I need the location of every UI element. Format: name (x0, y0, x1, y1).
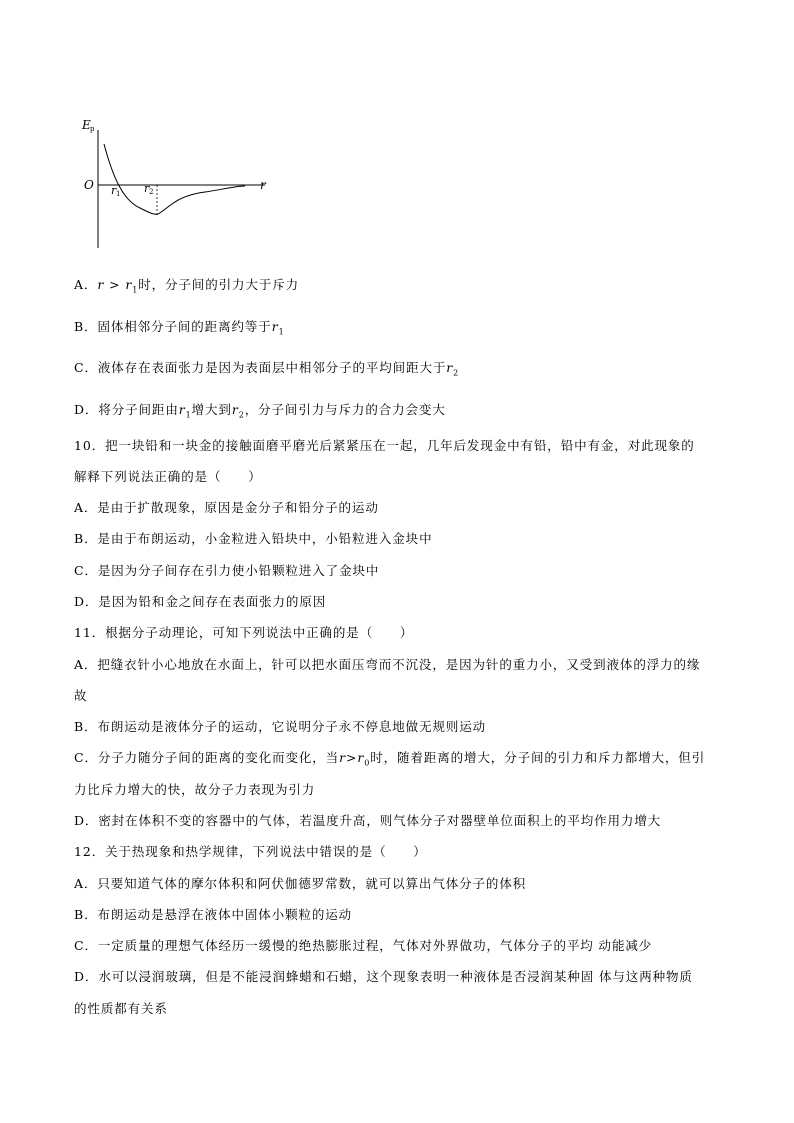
origin-label: O (84, 178, 94, 192)
q11-option-a-line2: 故 (74, 688, 88, 703)
q9-option-d (74, 401, 446, 425)
q11-option-c-line1 (74, 749, 705, 773)
math-expr: r (231, 402, 239, 417)
q9-option-b (74, 318, 285, 342)
q9-option-a (74, 276, 299, 300)
option-prefix: A． (74, 277, 98, 292)
ep-r-graph (80, 112, 280, 252)
option-text: B．固体相邻分子间的距离约等于 (74, 319, 272, 334)
q9-option-c (74, 359, 459, 383)
math-sub: 1 (185, 410, 192, 420)
r1-label: r (111, 184, 117, 197)
potential-energy-figure (80, 112, 280, 252)
math-sub: 1 (132, 285, 139, 295)
option-text: 时，分子间的引力大于斥力 (138, 277, 300, 292)
q10-option-c: C．是因为分子间存在引力使小铅颗粒进入了金块中 (74, 563, 380, 578)
q10-stem-line1: 10．把一块铅和一块金的接触面磨平磨光后紧紧压在一起，几年后发现金中有铅，铅中有金，对此现象的 (74, 438, 695, 453)
q11-option-a-line1: A．把缝衣针小心地放在水面上，针可以把水面压弯而不沉没，是因为针的重力小，又受到液体的浮力的缘 (74, 657, 701, 672)
y-axis-label: E (82, 118, 91, 132)
q12-option-b: B．布朗运动是悬浮在液体中固体小颗粒的运动 (74, 907, 353, 922)
math-expr: r (446, 360, 454, 375)
q12-option-a: A．只要知道气体的摩尔体积和阿伏伽德罗常数，就可以算出气体分子的体积 (74, 876, 527, 891)
math-sub: 2 (238, 410, 245, 420)
q11-option-b: B．布朗运动是液体分子的运动，它说明分子永不停息地做无规则运动 (74, 719, 487, 734)
math-sub: 0 (364, 758, 371, 768)
q11-option-c-line2: 力比斥力增大的快，故分子力表现为引力 (74, 782, 316, 797)
q12-option-c: C．一定质量的理想气体经历一缓慢的绝热膨胀过程，气体对外界做功，气体分子的平均 动能减少 (74, 938, 653, 953)
q12-option-d-line2: 的性质都有关系 (74, 1001, 168, 1016)
math-sub: 1 (278, 327, 285, 337)
option-text: C．液体存在表面张力是因为表面层中相邻分子的平均间距大于 (74, 360, 447, 375)
q11-stem: 11．根据分子动理论，可知下列说法中正确的是（ ） (74, 625, 414, 640)
q12-option-d-line1: D．水可以浸润玻璃，但是不能浸润蜂蜡和石蜡，这个现象表明一种液体是否浸润某种固 体与这两种物质 (74, 969, 693, 984)
q12-stem: 12．关于热现象和热学规律，下列说法中错误的是（ ） (74, 844, 427, 859)
q10-option-a: A．是由于扩散现象，原因是金分子和铅分子的运动 (74, 500, 379, 515)
math-expr: r > r (97, 277, 133, 292)
option-text: 时，随着距离的增大，分子间的引力和斥力都增大，但引 (370, 750, 706, 765)
math-expr: r (178, 402, 186, 417)
math-expr: r (271, 319, 279, 334)
y-axis-sub: p (90, 125, 95, 133)
math-expr: r>r (339, 750, 365, 765)
q11-option-d: D．密封在体积不变的容器中的气体，若温度升高，则气体分子对器壁单位面积上的平均作用力增大 (74, 813, 662, 828)
x-axis-label: r (260, 178, 266, 192)
potential-curve (104, 144, 245, 214)
math-sub: 2 (453, 368, 460, 378)
q10-option-b: B．是由于布朗运动，小金粒进入铅块中，小铅粒进入金块中 (74, 531, 433, 546)
option-text: C．分子力随分子间的距离的变化而变化，当 (74, 750, 340, 765)
option-text: D．将分子间距由 (74, 402, 179, 417)
r1-sub: 1 (116, 190, 121, 198)
r2-sub: 2 (149, 188, 154, 196)
q10-option-d: D．是因为铅和金之间存在表面张力的原因 (74, 594, 327, 609)
option-text: ，分子间引力与斥力的合力会变大 (244, 402, 446, 417)
q10-stem-line2: 解释下列说法正确的是（ ） (74, 469, 262, 484)
option-text: 增大到 (191, 402, 232, 417)
r2-label: r (144, 182, 150, 195)
